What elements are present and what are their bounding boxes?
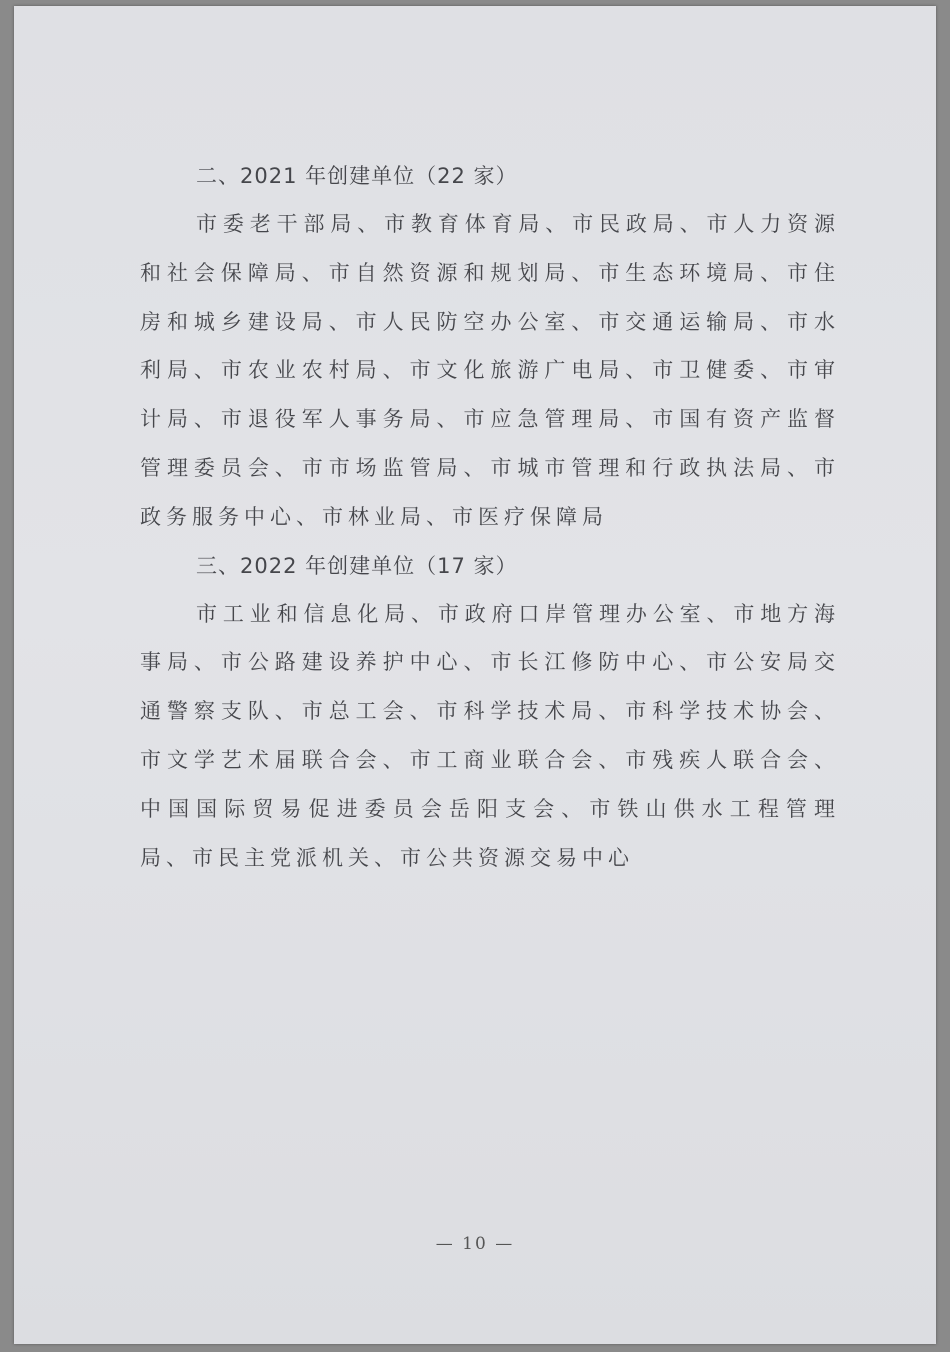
section-body-2022: 市工业和信息化局、市政府口岸管理办公室、市地方海事局、市公路建设养护中心、市长江修防中心、市公安局交通警察支队、市总工会、市科学技术局、市科学技术协会、市文学艺术届联合会、市工商业联合会、市残疾人联合会、中国国际贸易促进委员会岳阳支会、市铁山供水工程管理局、市民主党派机关、市公共资源交易中心 [140,601,840,870]
page-number: — 10 — [435,1234,515,1254]
section-heading-2022: 三、2022 年创建单位（17 家） [196,553,518,578]
document-content [140,152,840,882]
section-body-2021: 市委老干部局、市教育体育局、市民政局、市人力资源和社会保障局、市自然资源和规划局、市生态环境局、市住房和城乡建设局、市人民防空办公室、市交通运输局、市水利局、市农业农村局、市文化旅游广电局、市卫健委、市审计局、市退役军人事务局、市应急管理局、市国有资产监督管理委员会、市市场监管局、市城市管理和行政执法局、市政务服务中心、市林业局、市医疗保障局 [140,212,840,529]
section-heading-2021: 二、2021 年创建单位（22 家） [196,164,518,188]
